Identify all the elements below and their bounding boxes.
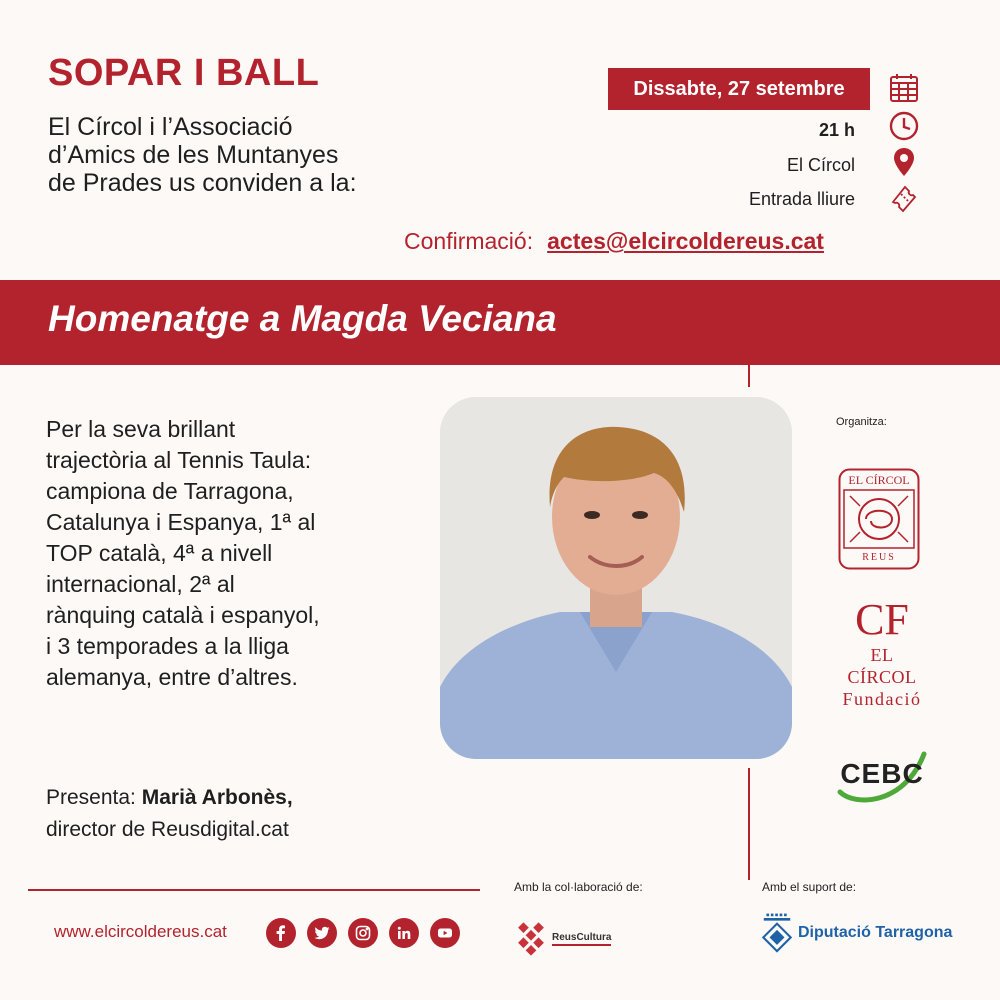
invitation-text <box>48 113 357 197</box>
el-circol-logo-top: EL CÍRCOL <box>848 473 910 487</box>
el-circol-logo-bottom: REUS <box>862 552 896 563</box>
organizers-label: Organitza: <box>836 416 887 428</box>
bio-line: Per la seva brillant <box>46 416 236 442</box>
tribute-title: Homenatge a Magda Veciana <box>48 298 557 339</box>
event-title: SOPAR I BALL <box>48 52 320 94</box>
reus-cultura-mark-icon <box>514 922 548 956</box>
fundacio-el-circol-logo <box>836 595 928 709</box>
twitter-icon[interactable] <box>307 918 337 948</box>
instagram-icon[interactable] <box>348 918 378 948</box>
confirmation-label: Confirmació: <box>404 228 534 254</box>
honoree-photo <box>440 397 792 759</box>
social-links <box>266 918 460 948</box>
collaboration-label: Amb la col·laboració de: <box>514 880 643 894</box>
reus-cultura-logo <box>514 921 614 957</box>
divider-line <box>748 768 750 880</box>
bio-line: i 3 temporades a la lliga <box>46 633 289 659</box>
ticket-icon <box>888 182 920 214</box>
bio-line: internacional, 2ª al <box>46 571 235 597</box>
event-time: 21 h <box>818 120 855 140</box>
diputacio-name: Diputació Tarragona <box>798 924 953 941</box>
tribute-banner <box>0 280 1000 365</box>
website-link[interactable]: www.elcircoldereus.cat <box>54 922 227 941</box>
linkedin-icon[interactable] <box>389 918 419 948</box>
invitation-line: d’Amics de les Muntanyes <box>48 141 339 169</box>
confirmation <box>404 228 824 255</box>
presenter-info <box>46 782 293 846</box>
calendar-icon <box>888 72 920 104</box>
presenter-role: director de Reusdigital.cat <box>46 818 289 841</box>
event-date: Dissabte, 27 setembre <box>608 68 870 110</box>
honoree-bio <box>46 414 426 693</box>
footer-divider <box>28 889 480 891</box>
invitation-line: El Círcol i l’Associació <box>48 113 293 141</box>
invitation-line: de Prades us conviden a la: <box>48 169 357 197</box>
fundacio-mark: CF <box>855 595 909 644</box>
reus-cultura-name: ReusCultura <box>552 932 611 946</box>
el-circol-logo <box>838 468 920 570</box>
event-entry: Entrada lliure <box>748 189 855 209</box>
youtube-icon[interactable] <box>430 918 460 948</box>
presenter-name: Marià Arbonès, <box>141 786 293 809</box>
bio-line: campiona de Tarragona, <box>46 478 294 504</box>
divider-line <box>748 365 750 387</box>
bio-line: Catalunya i Espanya, 1ª al <box>46 509 316 535</box>
fundacio-name: EL CÍRCOL <box>847 645 917 687</box>
facebook-icon[interactable] <box>266 918 296 948</box>
diputacio-mark-icon <box>762 913 792 953</box>
bio-line: alemanya, entre d’altres. <box>46 664 298 690</box>
diputacio-tarragona-logo <box>762 908 962 958</box>
bio-line: trajectòria al Tennis Taula: <box>46 447 312 473</box>
support-label: Amb el suport de: <box>762 880 857 894</box>
event-place: El Círcol <box>786 155 855 175</box>
location-pin-icon <box>888 146 920 178</box>
cebc-logo <box>834 748 930 804</box>
confirmation-email-link[interactable]: actes@elcircoldereus.cat <box>547 228 824 254</box>
cebc-text: CEBC <box>840 758 924 789</box>
bio-line: rànquing català i espanyol, <box>46 602 320 628</box>
bio-line: TOP català, 4ª a nivell <box>46 540 273 566</box>
fundacio-sub: Fundació <box>842 689 922 709</box>
clock-icon <box>888 110 920 142</box>
presenter-label: Presenta: <box>46 786 136 809</box>
